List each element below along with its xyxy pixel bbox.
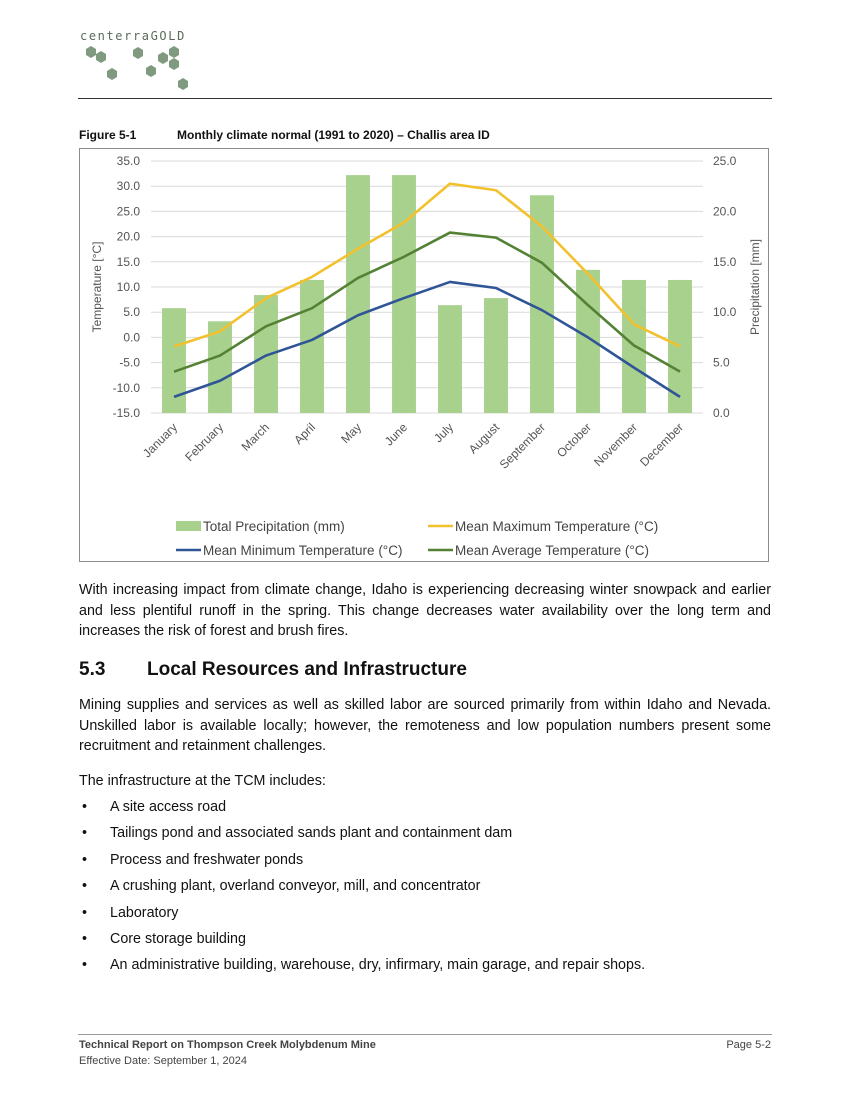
footer-effective-date: Effective Date: September 1, 2024 xyxy=(79,1055,247,1067)
y-right-tick-label: 25.0 xyxy=(713,154,737,168)
bullet-glyph: • xyxy=(82,930,88,947)
y-left-tick-label: 20.0 xyxy=(116,229,140,244)
y-left-tick-label: -5.0 xyxy=(119,355,140,370)
y-right-tick-label: 5.0 xyxy=(713,355,730,370)
precipitation-bar xyxy=(300,280,324,413)
list-item-text: Process and freshwater ponds xyxy=(110,851,304,868)
list-item xyxy=(79,955,645,981)
company-logo-text: centerraGOLD xyxy=(80,29,186,43)
y-left-tick-label: 5.0 xyxy=(123,305,140,320)
infrastructure-list xyxy=(79,797,645,982)
footer-report-title: Technical Report on Thompson Creek Molybdenum Mine xyxy=(79,1039,376,1051)
y-right-tick-label: 15.0 xyxy=(713,254,737,269)
figure-title: Monthly climate normal (1991 to 2020) – Challis area ID xyxy=(177,128,490,142)
figure-caption xyxy=(79,128,490,142)
y-left-tick-label: 25.0 xyxy=(116,204,140,219)
list-item xyxy=(79,823,645,849)
temperature-series-line xyxy=(174,282,680,397)
y-left-tick-label: 0.0 xyxy=(123,330,140,345)
y-left-tick-label: 15.0 xyxy=(116,254,140,269)
bullet-glyph: • xyxy=(82,904,88,921)
precipitation-bar xyxy=(346,175,370,413)
precipitation-bar xyxy=(162,308,186,413)
list-item-text: A crushing plant, overland conveyor, mill, and concentrator xyxy=(110,878,481,895)
infrastructure-intro: The infrastructure at the TCM includes: xyxy=(79,773,326,789)
company-logo-hexagons xyxy=(80,42,200,96)
y-left-tick-label: -15.0 xyxy=(112,406,140,420)
section-number: 5.3 xyxy=(79,659,106,680)
section-title: Local Resources and Infrastructure xyxy=(147,659,467,680)
temperature-series-line xyxy=(174,184,680,347)
list-item xyxy=(79,850,645,876)
x-tick-label: August xyxy=(465,420,503,457)
x-tick-label: January xyxy=(140,420,181,461)
legend-label: Total Precipitation (mm) xyxy=(203,519,345,534)
bullet-glyph: • xyxy=(82,825,88,842)
x-tick-label: October xyxy=(554,420,595,461)
list-item-text: Laboratory xyxy=(110,904,179,921)
x-tick-label: September xyxy=(496,420,549,472)
x-tick-label: June xyxy=(381,420,411,449)
list-item xyxy=(79,903,645,929)
climate-change-paragraph: With increasing impact from climate change, Idaho is experiencing decreasing winter snowpack and earlier and less plentiful runoff in the spring. This change decreases water availability over the long term and increases the risk of forest and brush fires. xyxy=(79,582,771,639)
x-tick-label: July xyxy=(431,420,457,446)
x-tick-label: March xyxy=(238,420,273,454)
y-left-tick-label: -10.0 xyxy=(112,380,140,395)
x-tick-label: February xyxy=(182,420,227,465)
legend-label: Mean Average Temperature (°C) xyxy=(455,543,649,558)
footer-page-number: Page 5-2 xyxy=(726,1039,771,1051)
resources-paragraph: Mining supplies and services as well as skilled labor are sourced primarily from within Idaho and Nevada. Unskilled labor is available locally; however, the remoteness and low population numbers present some recruitment and retainment challenges. xyxy=(79,697,771,754)
section-heading xyxy=(79,659,467,681)
climate-chart xyxy=(79,148,769,562)
footer-divider xyxy=(78,1034,772,1035)
x-tick-label: November xyxy=(591,420,641,470)
list-item xyxy=(79,929,645,955)
y-right-tick-label: 0.0 xyxy=(713,406,730,420)
y-left-axis-title: Temperature [°C] xyxy=(90,241,104,333)
bullet-glyph: • xyxy=(82,799,88,815)
x-tick-label: May xyxy=(338,420,365,447)
y-right-axis-title: Precipitation [mm] xyxy=(748,238,762,336)
list-item-text: Core storage building xyxy=(110,930,246,947)
bullet-glyph: • xyxy=(82,851,88,868)
x-tick-label: December xyxy=(637,420,687,470)
list-item-text: A site access road xyxy=(110,799,227,815)
legend-swatch xyxy=(176,521,201,531)
list-item-text: An administrative building, warehouse, dry, infirmary, main garage, and repair shops. xyxy=(110,957,646,974)
legend-label: Mean Minimum Temperature (°C) xyxy=(203,543,403,558)
y-left-tick-label: 10.0 xyxy=(116,280,140,294)
list-item xyxy=(79,876,645,902)
y-right-tick-label: 20.0 xyxy=(713,204,737,219)
bullet-glyph: • xyxy=(82,957,88,974)
bullet-glyph: • xyxy=(82,878,88,895)
list-item-text: Tailings pond and associated sands plant and containment dam xyxy=(110,825,513,842)
x-tick-label: April xyxy=(291,420,319,448)
precipitation-bar xyxy=(438,305,462,413)
y-left-tick-label: 30.0 xyxy=(116,179,140,194)
list-item xyxy=(79,797,645,823)
figure-number: Figure 5-1 xyxy=(79,128,137,142)
y-left-tick-label: 35.0 xyxy=(116,154,140,168)
legend-label: Mean Maximum Temperature (°C) xyxy=(455,519,659,534)
temperature-series-line xyxy=(174,233,680,372)
y-right-tick-label: 10.0 xyxy=(713,305,737,320)
precipitation-bar xyxy=(484,298,508,413)
header-divider xyxy=(78,98,772,99)
